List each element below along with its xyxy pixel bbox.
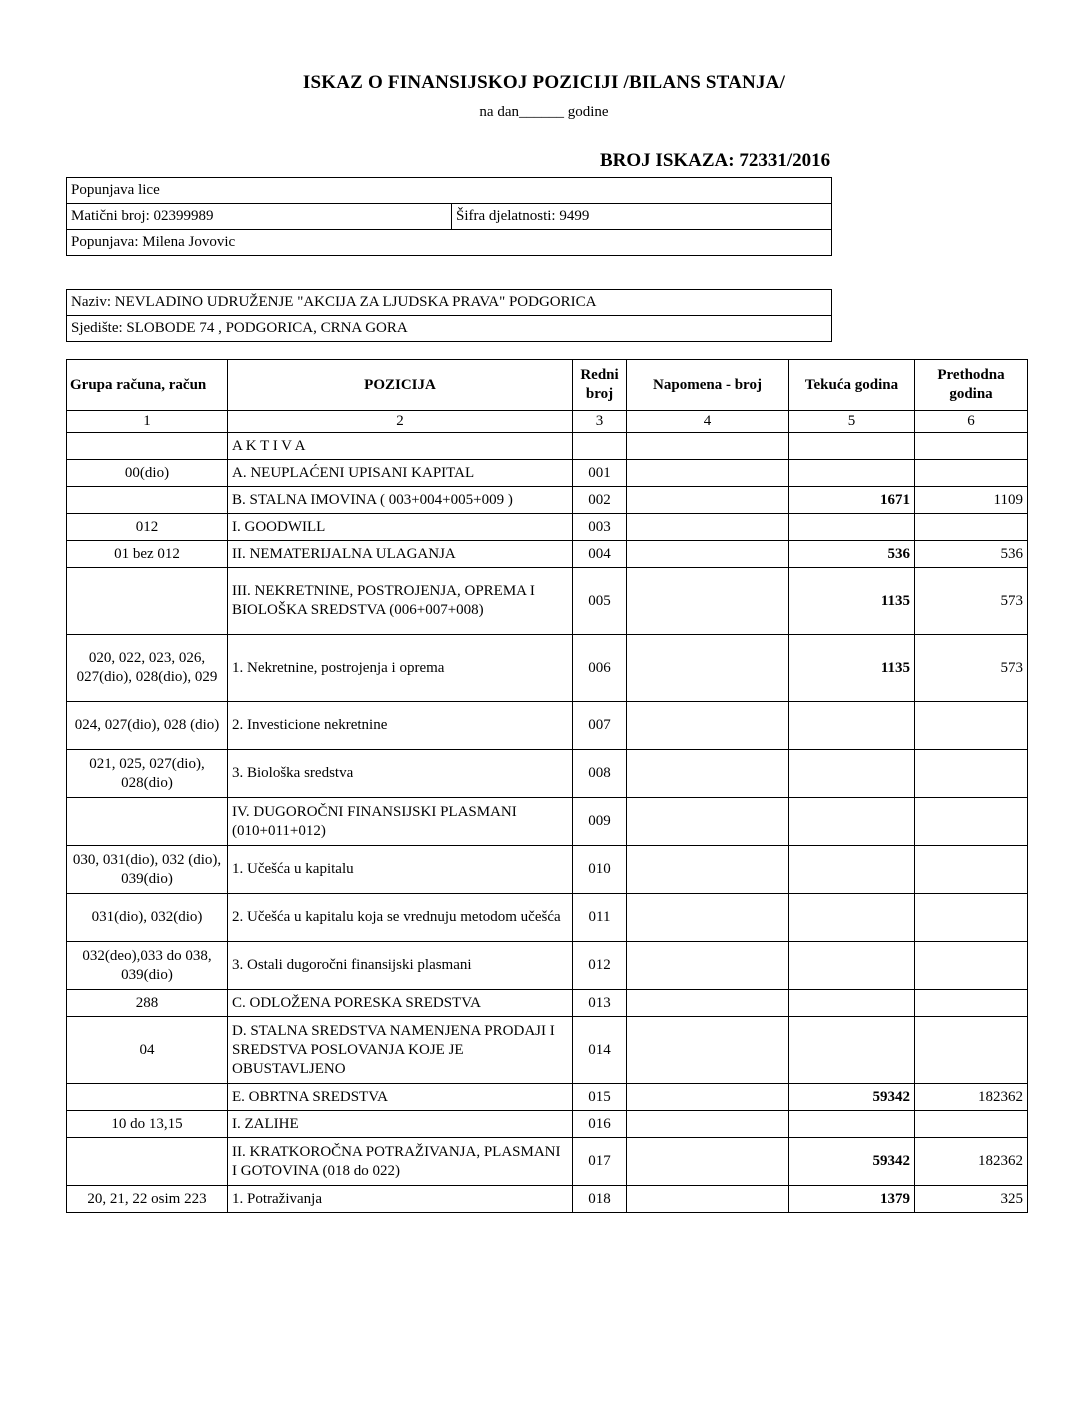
table-row	[67, 460, 1028, 487]
fill-person-label: Popunjava lice	[67, 178, 832, 204]
row-position: A K T I V A	[228, 433, 573, 460]
filled-by: Popunjava: Milena Jovovic	[67, 230, 832, 256]
row-note-number	[627, 541, 789, 568]
table-row	[67, 514, 1028, 541]
table-row	[67, 568, 1028, 635]
row-previous-year	[915, 1017, 1028, 1084]
row-account-group: 021, 025, 027(dio), 028(dio)	[67, 750, 228, 798]
report-number: BROJ ISKAZA: 72331/2016	[600, 150, 831, 171]
table-row	[67, 1017, 1028, 1084]
row-previous-year	[915, 702, 1028, 750]
row-ordinal: 006	[573, 635, 627, 702]
row-account-group: 032(deo),033 do 038, 039(dio)	[67, 942, 228, 990]
row-previous-year: 536	[915, 541, 1028, 568]
row-previous-year: 182362	[915, 1138, 1028, 1186]
row-current-year	[789, 846, 915, 894]
row-current-year: 1379	[789, 1186, 915, 1213]
row-current-year	[789, 1111, 915, 1138]
row-position: 1. Nekretnine, postrojenja i oprema	[228, 635, 573, 702]
row-account-group: 030, 031(dio), 032 (dio), 039(dio)	[67, 846, 228, 894]
entity-name: Naziv: NEVLADINO UDRUŽENJE "AKCIJA ZA LJUDSKA PRAVA" PODGORICA	[67, 290, 832, 316]
row-ordinal: 011	[573, 894, 627, 942]
row-account-group: 10 do 13,15	[67, 1111, 228, 1138]
table-row	[67, 990, 1028, 1017]
row-ordinal: 017	[573, 1138, 627, 1186]
row-previous-year	[915, 990, 1028, 1017]
column-number: 4	[627, 411, 789, 433]
row-previous-year: 1109	[915, 487, 1028, 514]
row-current-year	[789, 1017, 915, 1084]
row-previous-year	[915, 750, 1028, 798]
row-note-number	[627, 1084, 789, 1111]
row-current-year: 59342	[789, 1138, 915, 1186]
row-account-group	[67, 487, 228, 514]
row-previous-year	[915, 1111, 1028, 1138]
row-account-group: 20, 21, 22 osim 223	[67, 1186, 228, 1213]
header-current-year: Tekuća godina	[789, 360, 915, 411]
row-current-year: 1135	[789, 635, 915, 702]
column-number: 5	[789, 411, 915, 433]
row-account-group	[67, 433, 228, 460]
row-note-number	[627, 635, 789, 702]
row-note-number	[627, 1138, 789, 1186]
row-ordinal	[573, 433, 627, 460]
row-ordinal: 009	[573, 798, 627, 846]
row-position: 1. Učešća u kapitalu	[228, 846, 573, 894]
row-note-number	[627, 990, 789, 1017]
header-ordinal: Redni broj	[573, 360, 627, 411]
table-row	[67, 1186, 1028, 1213]
header-previous-year: Prethodna godina	[915, 360, 1028, 411]
row-ordinal: 007	[573, 702, 627, 750]
row-previous-year	[915, 433, 1028, 460]
row-position: II. NEMATERIJALNA ULAGANJA	[228, 541, 573, 568]
row-current-year	[789, 990, 915, 1017]
row-account-group: 020, 022, 023, 026, 027(dio), 028(dio), 029	[67, 635, 228, 702]
document-date-line: na dan______ godine	[479, 104, 609, 120]
row-previous-year	[915, 460, 1028, 487]
row-note-number	[627, 942, 789, 990]
document-title: ISKAZ O FINANSIJSKOJ POZICIJI /BILANS STANJA/	[302, 72, 786, 93]
header-position: POZICIJA	[228, 360, 573, 411]
row-current-year	[789, 894, 915, 942]
row-ordinal: 015	[573, 1084, 627, 1111]
row-ordinal: 001	[573, 460, 627, 487]
row-note-number	[627, 1111, 789, 1138]
row-current-year: 1671	[789, 487, 915, 514]
row-account-group: 031(dio), 032(dio)	[67, 894, 228, 942]
row-previous-year: 573	[915, 568, 1028, 635]
row-note-number	[627, 702, 789, 750]
row-account-group	[67, 568, 228, 635]
row-previous-year	[915, 514, 1028, 541]
table-row	[67, 846, 1028, 894]
row-account-group	[67, 798, 228, 846]
row-current-year	[789, 750, 915, 798]
table-row	[67, 635, 1028, 702]
row-current-year: 536	[789, 541, 915, 568]
entity-address: Sjedište: SLOBODE 74 , PODGORICA, CRNA GORA	[67, 316, 832, 342]
row-ordinal: 005	[573, 568, 627, 635]
row-position: 3. Ostali dugoročni finansijski plasmani	[228, 942, 573, 990]
column-number: 1	[67, 411, 228, 433]
row-previous-year	[915, 942, 1028, 990]
table-row	[67, 541, 1028, 568]
row-current-year	[789, 942, 915, 990]
row-current-year: 59342	[789, 1084, 915, 1111]
row-account-group: 04	[67, 1017, 228, 1084]
row-ordinal: 012	[573, 942, 627, 990]
table-row	[67, 433, 1028, 460]
row-ordinal: 004	[573, 541, 627, 568]
row-position: 2. Investicione nekretnine	[228, 702, 573, 750]
row-account-group	[67, 1084, 228, 1111]
row-position: E. OBRTNA SREDSTVA	[228, 1084, 573, 1111]
column-number-row	[67, 411, 1028, 433]
table-row	[67, 1138, 1028, 1186]
row-previous-year: 573	[915, 635, 1028, 702]
row-account-group: 012	[67, 514, 228, 541]
row-previous-year: 182362	[915, 1084, 1028, 1111]
row-account-group: 00(dio)	[67, 460, 228, 487]
row-previous-year: 325	[915, 1186, 1028, 1213]
row-note-number	[627, 1186, 789, 1213]
row-current-year	[789, 433, 915, 460]
row-position: III. NEKRETNINE, POSTROJENJA, OPREMA I BIOLOŠKA SREDSTVA (006+007+008)	[228, 568, 573, 635]
row-position: IV. DUGOROČNI FINANSIJSKI PLASMANI (010+011+012)	[228, 798, 573, 846]
column-number: 2	[228, 411, 573, 433]
row-ordinal: 010	[573, 846, 627, 894]
registration-number: Matični broj: 02399989	[67, 204, 452, 230]
row-current-year	[789, 460, 915, 487]
row-position: I. ZALIHE	[228, 1111, 573, 1138]
table-row	[67, 942, 1028, 990]
row-account-group: 288	[67, 990, 228, 1017]
row-note-number	[627, 846, 789, 894]
row-note-number	[627, 487, 789, 514]
filer-info-box	[66, 177, 832, 256]
row-note-number	[627, 798, 789, 846]
row-account-group: 01 bez 012	[67, 541, 228, 568]
table-row	[67, 750, 1028, 798]
row-current-year: 1135	[789, 568, 915, 635]
row-position: D. STALNA SREDSTVA NAMENJENA PRODAJI I SREDSTVA POSLOVANJA KOJE JE OBUSTAVLJENO	[228, 1017, 573, 1084]
row-ordinal: 003	[573, 514, 627, 541]
table-row	[67, 798, 1028, 846]
row-ordinal: 014	[573, 1017, 627, 1084]
header-account-group: Grupa računa, račun	[67, 360, 228, 411]
table-row	[67, 1084, 1028, 1111]
balance-sheet-table	[66, 359, 1028, 1213]
table-row	[67, 487, 1028, 514]
row-position: 1. Potraživanja	[228, 1186, 573, 1213]
row-current-year	[789, 514, 915, 541]
table-header-row	[67, 360, 1028, 411]
row-note-number	[627, 460, 789, 487]
table-row	[67, 894, 1028, 942]
row-ordinal: 018	[573, 1186, 627, 1213]
row-account-group: 024, 027(dio), 028 (dio)	[67, 702, 228, 750]
row-ordinal: 002	[573, 487, 627, 514]
row-position: A. NEUPLAĆENI UPISANI KAPITAL	[228, 460, 573, 487]
row-position: II. KRATKOROČNA POTRAŽIVANJA, PLASMANI I GOTOVINA (018 do 022)	[228, 1138, 573, 1186]
row-ordinal: 013	[573, 990, 627, 1017]
row-current-year	[789, 798, 915, 846]
row-note-number	[627, 514, 789, 541]
row-note-number	[627, 1017, 789, 1084]
row-position: 2. Učešća u kapitalu koja se vrednuju metodom učešća	[228, 894, 573, 942]
table-row	[67, 702, 1028, 750]
row-ordinal: 008	[573, 750, 627, 798]
row-ordinal: 016	[573, 1111, 627, 1138]
row-previous-year	[915, 846, 1028, 894]
row-current-year	[789, 702, 915, 750]
row-note-number	[627, 568, 789, 635]
row-note-number	[627, 433, 789, 460]
activity-code: Šifra djelatnosti: 9499	[452, 204, 832, 230]
table-row	[67, 1111, 1028, 1138]
column-number: 3	[573, 411, 627, 433]
entity-info-box	[66, 289, 832, 342]
row-account-group	[67, 1138, 228, 1186]
row-note-number	[627, 750, 789, 798]
row-position: I. GOODWILL	[228, 514, 573, 541]
row-position: 3. Biološka sredstva	[228, 750, 573, 798]
column-number: 6	[915, 411, 1028, 433]
row-note-number	[627, 894, 789, 942]
row-position: C. ODLOŽENA PORESKA SREDSTVA	[228, 990, 573, 1017]
row-previous-year	[915, 894, 1028, 942]
row-previous-year	[915, 798, 1028, 846]
header-note-number: Napomena - broj	[627, 360, 789, 411]
row-position: B. STALNA IMOVINA ( 003+004+005+009 )	[228, 487, 573, 514]
